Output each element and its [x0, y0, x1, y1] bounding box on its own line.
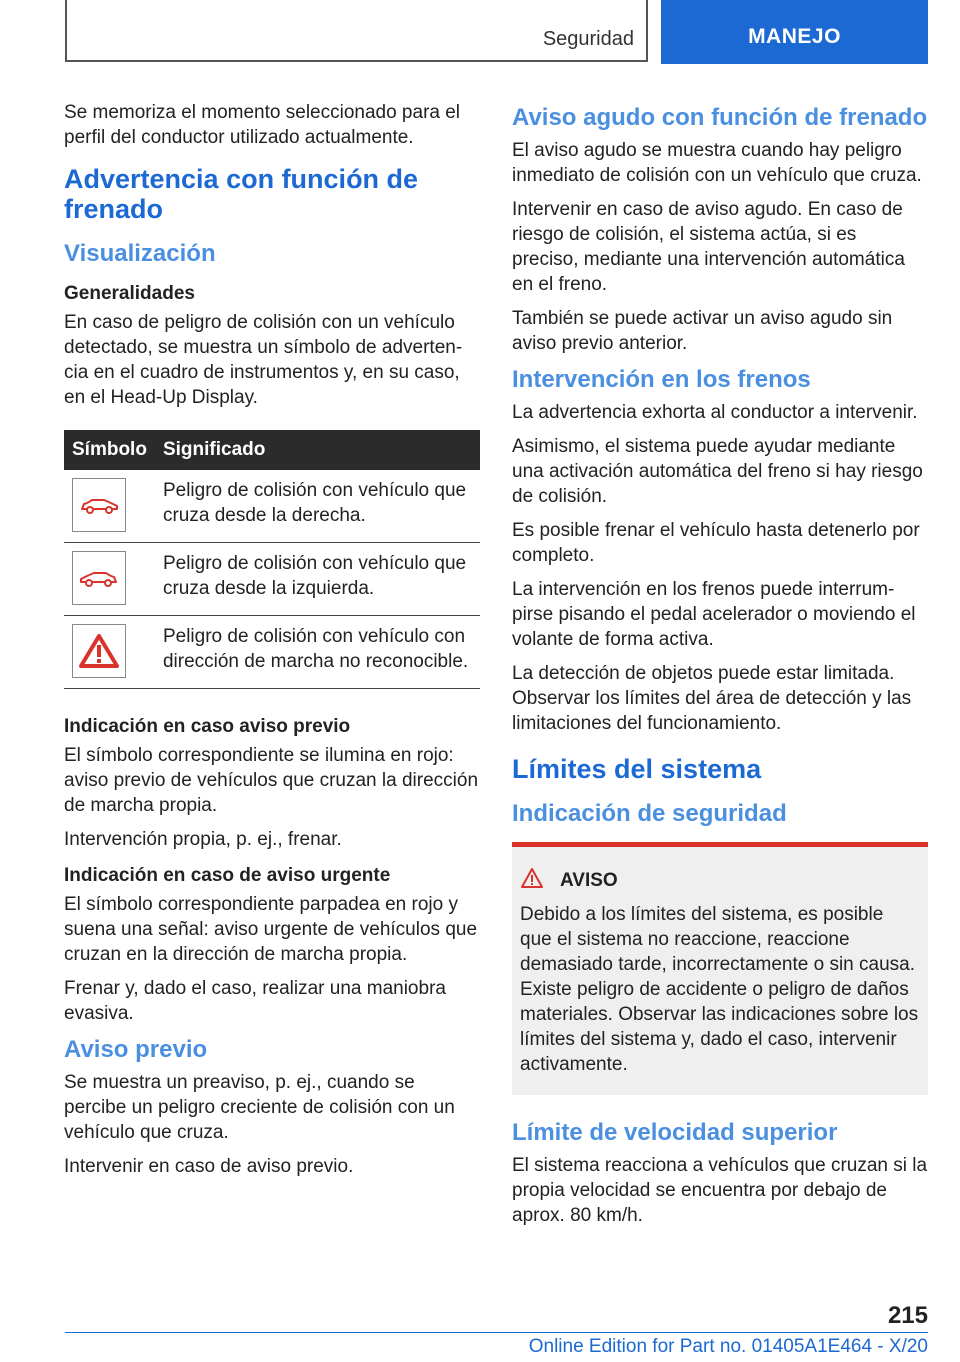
heading-aviso-previo: Aviso previo	[64, 1036, 208, 1063]
symbol-table	[64, 430, 480, 689]
paragraph-urgent-2: Frenar y, dado el caso, realizar una maniobra evasiva.	[64, 978, 446, 1024]
page-number: 215	[887, 1302, 928, 1329]
table-row	[64, 470, 480, 543]
paragraph-velocidad: El sistema reacciona a vehículos que cruzan si la propia velocidad se encuentra por debajo de aprox. 80 km/h.	[512, 1155, 928, 1226]
notice-text: Debido a los límites del sistema, es posible que el sistema no reaccione, reaccione demasiado tarde, incorrectamente o sin causa. Existe peligro de accidente o peligro de daños materiales. Observar las indicaciones sobre los límites del sistema y, dado el caso, intervenir activamente.	[520, 904, 919, 1075]
table-header-row	[64, 430, 480, 470]
heading-limite-velocidad: Límite de velocidad superior	[512, 1119, 838, 1146]
notice-title: AVISO	[560, 869, 618, 891]
heading-intervencion-frenos: Intervención en los frenos	[512, 366, 811, 393]
paragraph-frenos-1: La advertencia exhorta al conductor a intervenir.	[512, 402, 918, 423]
left-column	[64, 100, 480, 1188]
paragraph-frenos-5: La detección de objetos puede estar limitada. Observar los límites del área de detección y las limitaciones del funcionamiento.	[512, 663, 912, 734]
header-section: Seguridad	[542, 28, 634, 50]
footer-edition: Online Edition for Part no. 01405A1E464 - X/20	[528, 1336, 928, 1357]
heading-visualizacion: Visualización	[64, 240, 216, 267]
heading-limites-sistema: Límites del sistema	[512, 754, 762, 784]
table-header-symbol: Símbolo	[64, 430, 155, 470]
right-column	[512, 100, 928, 1237]
table-cell-meaning: Peligro de colisión con vehículo que cruza desde la derecha.	[155, 470, 480, 543]
paragraph-generalidades: En caso de peligro de colisión con un vehículo detectado, se muestra un símbolo de advertencia en el cuadro de instrumentos y, en su caso, en el Head-Up Display.	[64, 312, 463, 408]
paragraph-avprev-2: Intervenir en caso de aviso previo.	[64, 1156, 354, 1177]
paragraph-agudo-3: También se puede activar un aviso agudo sin aviso previo anterior.	[512, 308, 893, 354]
heading-generalidades: Generalidades	[64, 283, 195, 304]
car-crossing-left-icon	[72, 551, 126, 605]
paragraph-prev-2: Intervención propia, p. ej., frenar.	[64, 829, 342, 850]
paragraph-agudo-2: Intervenir en caso de aviso agudo. En caso de riesgo de colisión, el sistema actúa, si es preciso, mediante una intervención automática en el freno.	[512, 199, 905, 295]
paragraph-avprev-1: Se muestra un preaviso, p. ej., cuando se percibe un peligro creciente de colisión con un vehículo que cruza.	[64, 1072, 455, 1143]
table-row	[64, 543, 480, 616]
heading-indicacion-seguridad: Indicación de seguridad	[512, 800, 787, 827]
heading-advertencia: Advertencia con función de frenado	[64, 164, 419, 224]
paragraph-frenos-3: Es posible frenar el vehículo hasta detenerlo por completo.	[512, 520, 920, 566]
paragraph-frenos-2: Asimismo, el sistema puede ayudar mediante una activación automática del freno si hay riesgo de colisión.	[512, 436, 923, 507]
paragraph-urgent-1: El símbolo correspondiente parpadea en rojo y suena una señal: aviso urgente de vehículos que cruzan en la dirección de marcha propia.	[64, 894, 478, 965]
warning-triangle-icon	[520, 867, 544, 894]
table-cell-meaning: Peligro de colisión con vehículo con dirección de marcha no reconocible.	[155, 616, 480, 689]
header-chapter-tab[interactable]	[661, 0, 928, 64]
paragraph-agudo-1: El aviso agudo se muestra cuando hay peligro inmediato de colisión con un vehículo que cruza.	[512, 140, 922, 186]
heading-aviso-urgente-indicacion: Indicación en caso de aviso urgente	[64, 865, 391, 886]
heading-aviso-agudo: Aviso agudo con función de frenado	[512, 104, 928, 131]
footer-divider	[65, 1332, 928, 1333]
header-chapter-label: MANEJO	[748, 25, 841, 48]
heading-aviso-previo-indicacion: Indicación en caso aviso previo	[64, 716, 351, 737]
table-cell-meaning: Peligro de colisión con vehículo que cruza desde la izquierda.	[155, 543, 480, 616]
table-header-meaning: Significado	[155, 430, 480, 470]
warning-triangle-icon	[72, 624, 126, 678]
paragraph-prev-1: El símbolo correspondiente se ilumina en rojo: aviso previo de vehículos que cruzan la dirección de marcha propia.	[64, 745, 479, 816]
paragraph-frenos-4: La intervención en los frenos puede interrumpirse pisando el pedal acelerador o moviendo el volante de forma activa.	[512, 579, 916, 650]
car-crossing-right-icon	[72, 478, 126, 532]
table-row	[64, 616, 480, 689]
warning-notice	[512, 842, 928, 1095]
intro-paragraph: Se memoriza el momento seleccionado para el perfil del conductor utilizado actualmente.	[64, 102, 461, 148]
